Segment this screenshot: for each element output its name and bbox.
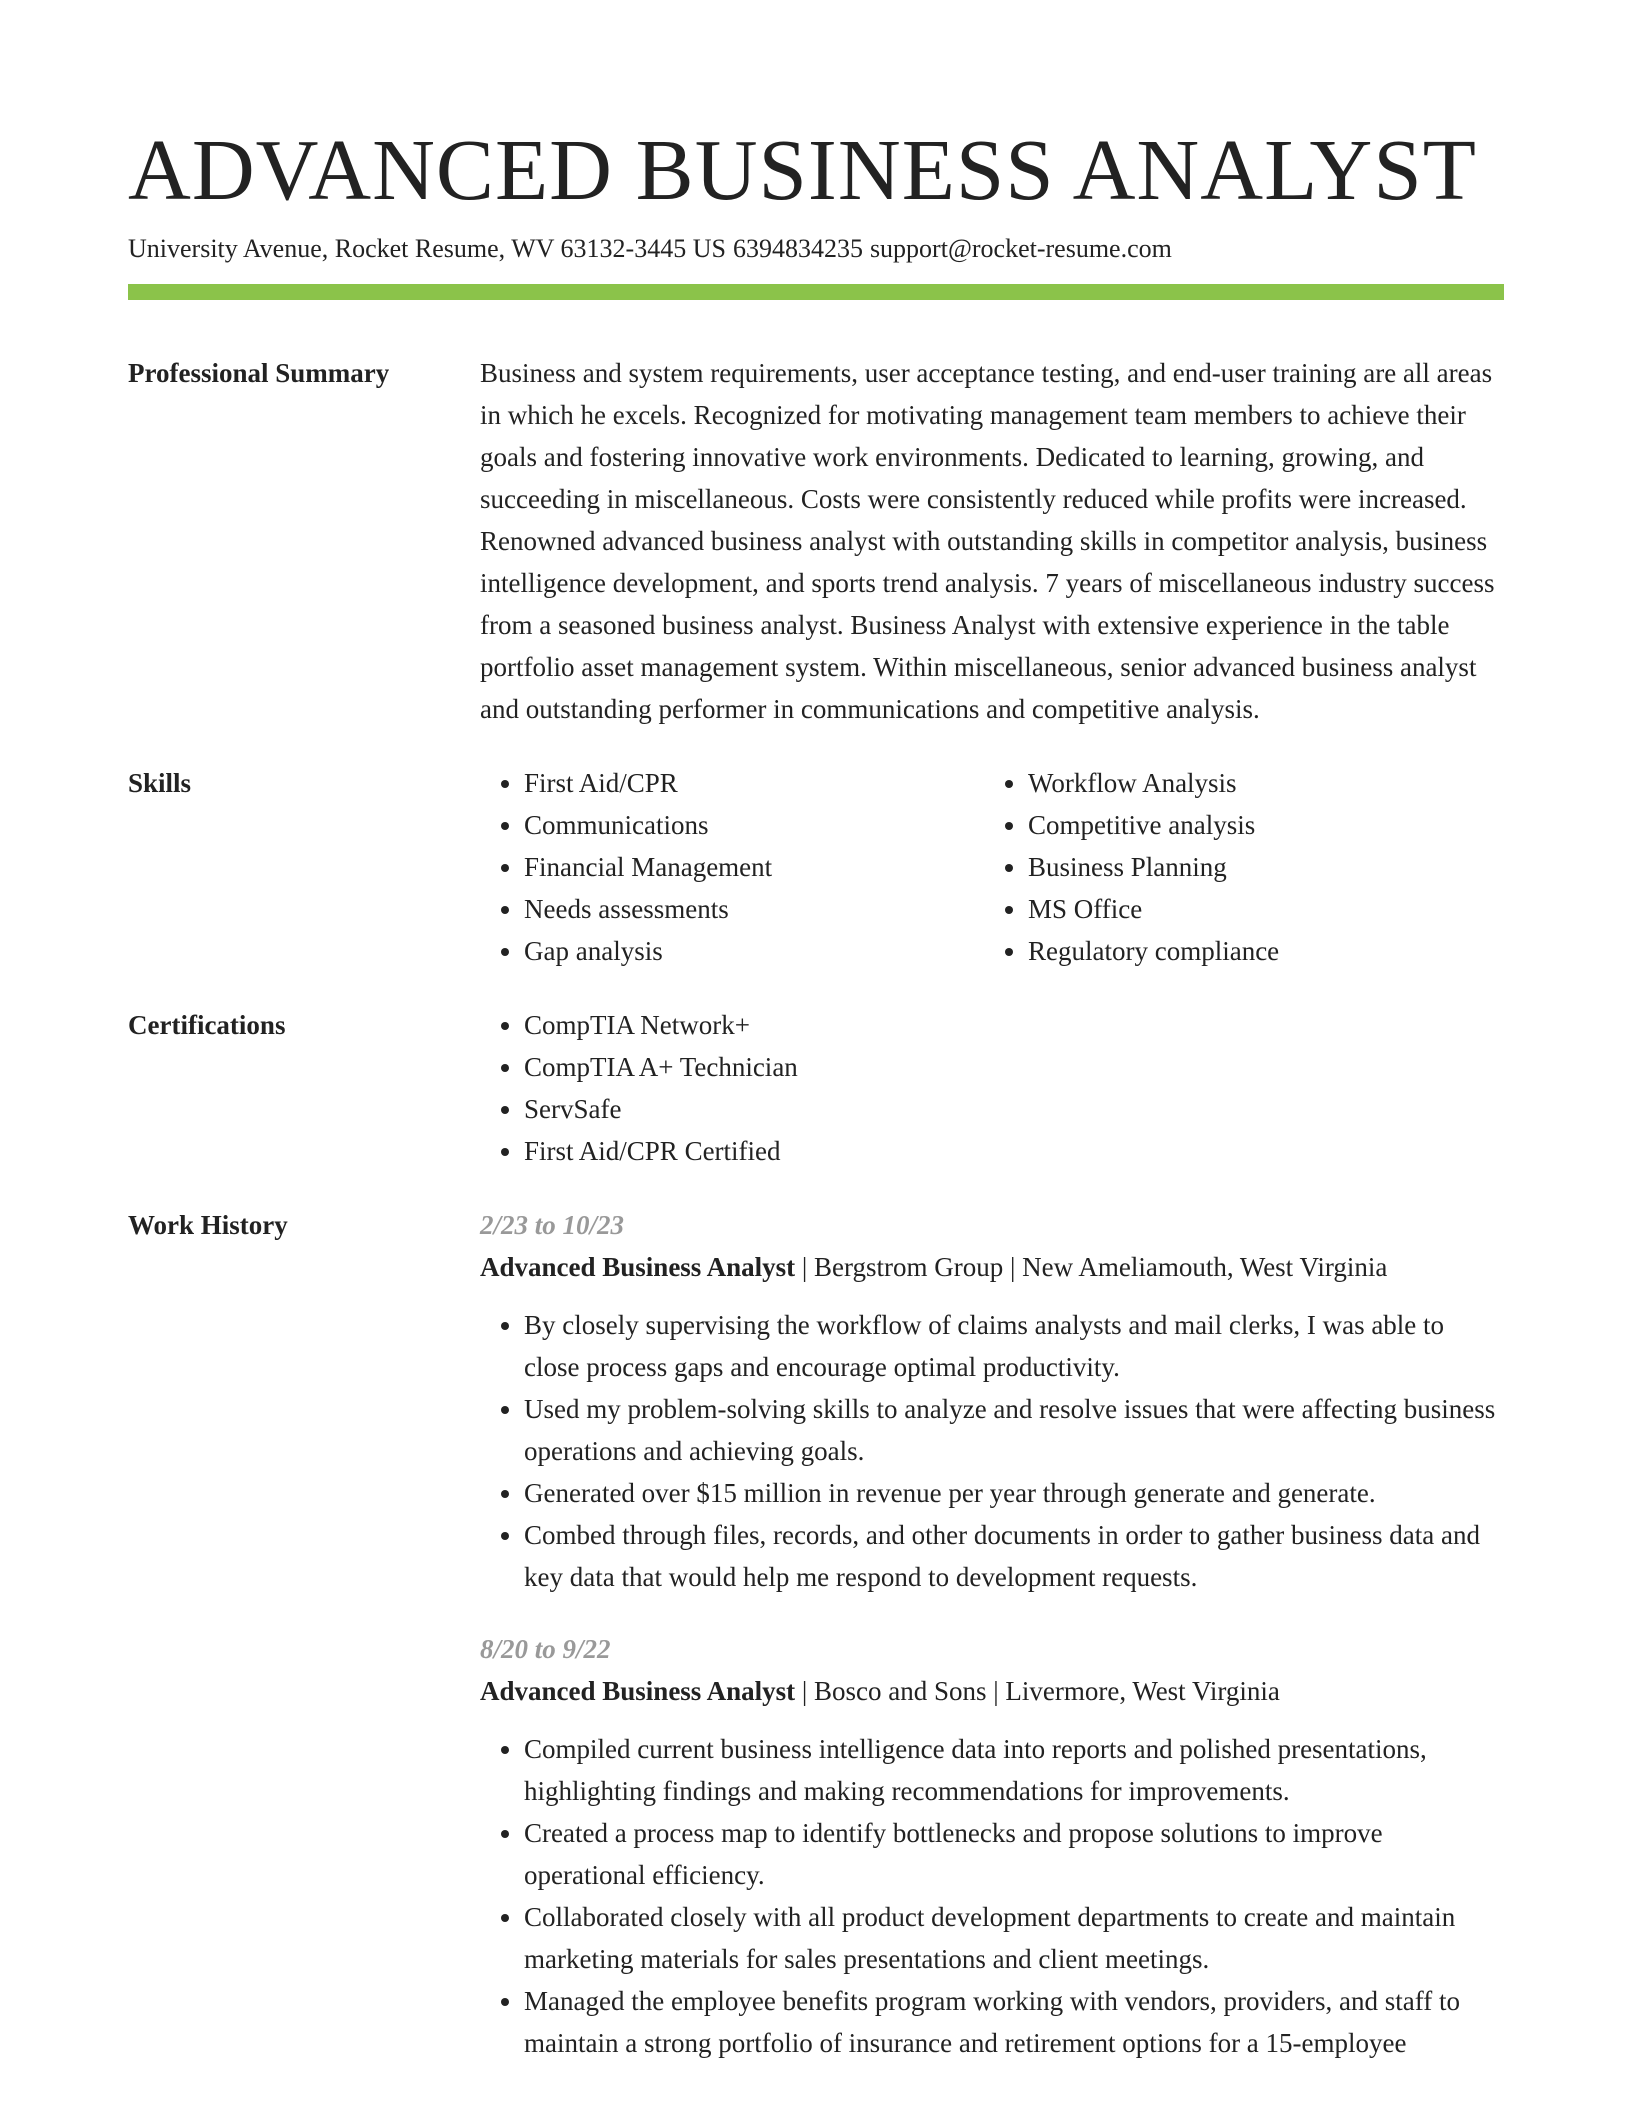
professional-summary-section bbox=[128, 352, 1504, 730]
contact-phone: 6394834235 bbox=[732, 234, 863, 263]
accent-divider bbox=[128, 284, 1504, 300]
contact-email: support@rocket-resume.com bbox=[869, 234, 1172, 263]
job-dates: 2/23 to 10/23 bbox=[480, 1210, 625, 1240]
certification-item: • CompTIA A+ Technician bbox=[524, 1046, 1504, 1088]
skill-item: • Business Planning bbox=[1028, 846, 1448, 888]
certification-item: • CompTIA Network+ bbox=[524, 1004, 1504, 1046]
job-bullet: • Combed through files, records, and other documents in order to gather business data and key data that would help me respond to development requests. bbox=[524, 1514, 1504, 1598]
skill-item: • First Aid/CPR bbox=[524, 762, 984, 804]
certifications-list bbox=[480, 1004, 1504, 1172]
skill-item: • Financial Management bbox=[524, 846, 984, 888]
section-body bbox=[480, 352, 1504, 730]
job-bullet: • Collaborated closely with all product development departments to create and maintain marketing materials for sales presentations and client meetings. bbox=[524, 1896, 1504, 1980]
certification-item: • First Aid/CPR Certified bbox=[524, 1130, 1504, 1172]
skills-right-list bbox=[984, 762, 1448, 972]
skills-left-list bbox=[480, 762, 984, 972]
certification-item: • ServSafe bbox=[524, 1088, 1504, 1130]
job-bullet: • Created a process map to identify bottlenecks and propose solutions to improve operational efficiency. bbox=[524, 1812, 1504, 1896]
job-bullet: • Generated over $15 million in revenue per year through generate and generate. bbox=[524, 1472, 1504, 1514]
skill-item: • Gap analysis bbox=[524, 930, 984, 972]
job-bullet: • Compiled current business intelligence data into reports and polished presentations, highlighting findings and making recommendations for improvements. bbox=[524, 1728, 1504, 1812]
job-role: Advanced Business Analyst bbox=[480, 1676, 796, 1706]
contact-address: University Avenue, Rocket Resume, WV 63132-3445 US bbox=[128, 234, 726, 263]
job-entry bbox=[480, 1628, 1504, 2064]
section-body bbox=[480, 1004, 1504, 1172]
section-title: Certifications bbox=[128, 1010, 286, 1040]
skill-item: • Communications bbox=[524, 804, 984, 846]
resume-page bbox=[128, 120, 1504, 2094]
contact-line bbox=[128, 232, 1504, 266]
job-company-location: | Bergstrom Group | New Ameliamouth, West Virginia bbox=[795, 1252, 1388, 1282]
skill-item: • Needs assessments bbox=[524, 888, 984, 930]
skill-item: • MS Office bbox=[1028, 888, 1448, 930]
job-bullet: • By closely supervising the workflow of claims analysts and mail clerks, I was able to close process gaps and encourage optimal productivity. bbox=[524, 1304, 1504, 1388]
section-title: Skills bbox=[128, 768, 192, 798]
summary-text: Business and system requirements, user acceptance testing, and end-user training are all areas in which he excels. Recognized for motivating management team members to achieve their goals and fostering innovative work environments. Dedicated to learning, growing, and succeeding in miscellaneous. Costs were consistently reduced while profits were increased. Renowned advanced business analyst with outstanding skills in competitor analysis, business intelligence development, and sports trend analysis. 7 years of miscellaneous industry success from a seasoned business analyst. Business Analyst with extensive experience in the table portfolio asset management system. Within miscellaneous, senior advanced business analyst and outstanding performer in communications and competitive analysis. bbox=[480, 358, 1495, 724]
skill-item: • Competitive analysis bbox=[1028, 804, 1448, 846]
section-title: Work History bbox=[128, 1210, 288, 1240]
job-bullet: • Managed the employee benefits program working with vendors, providers, and staff to maintain a strong portfolio of insurance and retirement options for a 15-employee bbox=[524, 1980, 1504, 2064]
job-bullets bbox=[480, 1728, 1504, 2064]
job-bullets bbox=[480, 1304, 1504, 1598]
job-title-line bbox=[480, 1246, 1504, 1288]
job-dates: 8/20 to 9/22 bbox=[480, 1634, 611, 1664]
skills-section bbox=[128, 762, 1504, 972]
job-role: Advanced Business Analyst bbox=[480, 1252, 796, 1282]
resume-name-heading: ADVANCED BUSINESS ANALYST bbox=[128, 121, 1477, 218]
job-title-line bbox=[480, 1670, 1504, 1712]
job-company-location: | Bosco and Sons | Livermore, West Virginia bbox=[795, 1676, 1280, 1706]
job-entry bbox=[480, 1204, 1504, 1598]
skills-columns bbox=[480, 762, 1504, 972]
job-bullet: • Used my problem-solving skills to analyze and resolve issues that were affecting business operations and achieving goals. bbox=[524, 1388, 1504, 1472]
skill-item: • Workflow Analysis bbox=[1028, 762, 1448, 804]
certifications-section bbox=[128, 1004, 1504, 1172]
work-history-section bbox=[128, 1204, 1504, 2094]
section-body bbox=[480, 1204, 1504, 2094]
section-title: Professional Summary bbox=[128, 358, 390, 388]
skill-item: • Regulatory compliance bbox=[1028, 930, 1448, 972]
